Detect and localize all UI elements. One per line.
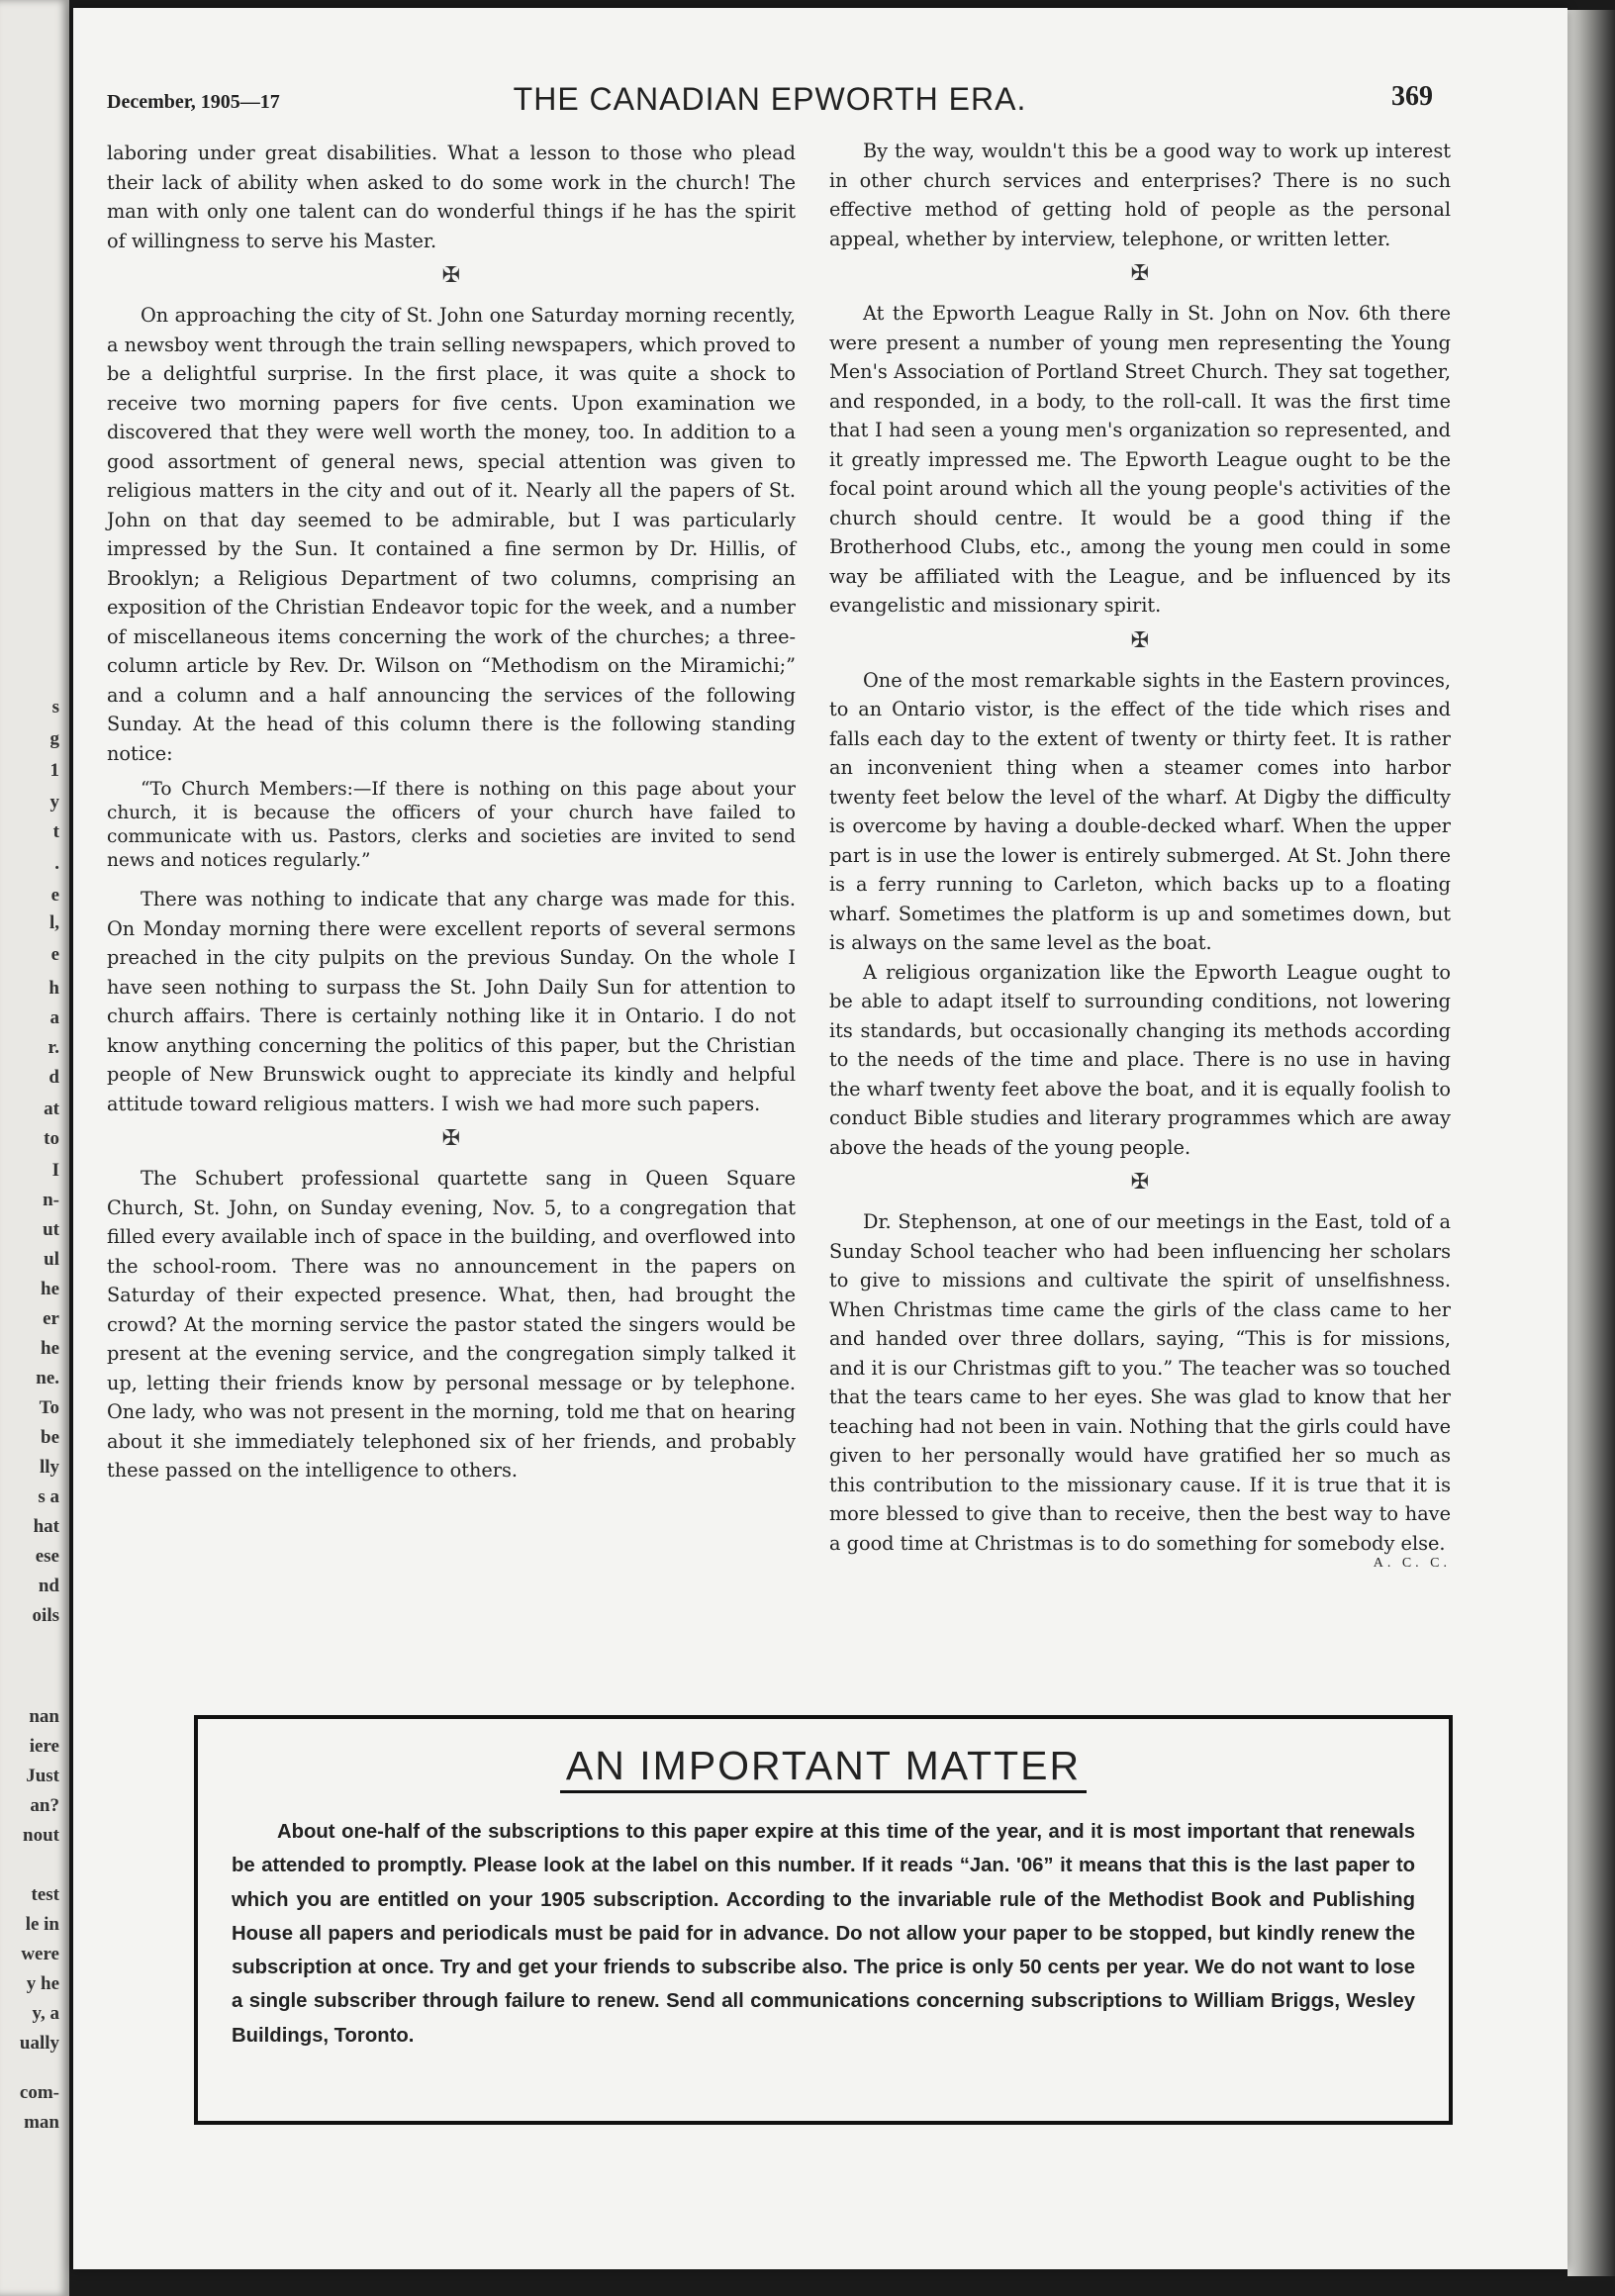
left-column bbox=[107, 139, 796, 1485]
strip-text-fragment: y he bbox=[26, 1973, 59, 1994]
article-paragraph: On approaching the city of St. John one Saturday morning recently, a newsboy went through the train selling newspapers, which proved to be a delightful surprise. In the first place, it was quite a shock to receive two morning papers for five cents. Upon examination we discovered that they were well worth the money, too. In addition to a good assortment of general news, special attention was given to religious matters in the city and out of it. Nearly all the papers of St. John on that day seemed to be admirable, but I was particularly impressed by the Sun. It contained a fine sermon by Dr. Hillis, of Brooklyn; a Religious Department of two columns, comprising an exposition of the Christian Endeavor topic for the week, and a number of miscellaneous items concerning the work of the churches; a three-column article by Rev. Dr. Wilson on “Methodism on the Miramichi;” and a column and a half announcing the services of the following Sunday. At the head of this column there is the following standing notice: bbox=[107, 304, 796, 765]
notice-title: AN IMPORTANT MATTER bbox=[232, 1743, 1415, 1789]
strip-text-fragment: e bbox=[50, 885, 59, 906]
strip-text-fragment: ul bbox=[44, 1249, 59, 1270]
article-paragraph: laboring under great disabilities. What a lesson to those who plead their lack of ability when asked to do some work in the church! The man with only one talent can do wonderful things if he has the spirit of willingness to serve his Master. bbox=[107, 142, 796, 252]
strip-text-fragment: nd bbox=[38, 1576, 59, 1596]
strip-text-fragment: hat bbox=[33, 1516, 59, 1537]
publication-title: THE CANADIAN EPWORTH ERA. bbox=[513, 81, 1027, 117]
strip-text-fragment: iere bbox=[29, 1736, 59, 1757]
strip-text-fragment: Just bbox=[26, 1766, 59, 1786]
strip-text-fragment: To bbox=[39, 1397, 59, 1418]
strip-text-fragment: ne. bbox=[36, 1368, 59, 1388]
strip-text-fragment: er bbox=[43, 1308, 59, 1329]
article-paragraph: At the Epworth League Rally in St. John on Nov. 6th there were present a number of young men representing the Young Men's Association of Portland Street Church. They sat together, and responded, in a body, to the roll-call. It was the first time that I had seen a young men's organization so represented, and it greatly impressed me. The Epworth League ought to be the focal point around which all the young people's activities of the church should centre. It would be a good thing if the Brotherhood Clubs, etc., among the young men could in some way be affiliated with the League, and be influenced by its evangelistic and missionary spirit. bbox=[829, 302, 1451, 617]
subscription-notice-box bbox=[194, 1715, 1453, 2125]
strip-text-fragment: ese bbox=[35, 1546, 59, 1567]
strip-text-fragment: l, bbox=[48, 912, 59, 933]
strip-text-fragment: to bbox=[44, 1128, 59, 1149]
strip-text-fragment: s a bbox=[38, 1486, 59, 1507]
author-initials: A. C. C. bbox=[1373, 1556, 1451, 1571]
strip-text-fragment: oils bbox=[32, 1605, 59, 1626]
article-paragraph: A religious organization like the Epworth League ought to be able to adapt itself to surrounding conditions, not lowering its standards, but occasionally changing its methods according to the needs of the time and place. There is no use in having the wharf twenty feet above the boat, and it is equally foolish to conduct Bible studies and literary programmes which are away above the heads of the young people. bbox=[829, 960, 1451, 1159]
strip-text-fragment: n- bbox=[43, 1190, 59, 1210]
strip-text-fragment: s bbox=[51, 697, 59, 718]
strip-text-fragment: d bbox=[48, 1067, 59, 1088]
strip-text-fragment: nout bbox=[23, 1825, 59, 1846]
strip-text-fragment: . bbox=[54, 853, 59, 874]
right-column bbox=[829, 137, 1451, 1574]
notice-body: About one-half of the subscriptions to this paper expire at this time of the year, and it is most important that renewals be attended to promptly. Please look at the label on this number. If it reads “Jan. '06” it means that this is the last paper to which you are entitled on your 1905 subscription. According to the invariable rule of the Methodist Book and Publishing House all papers and periodicals must be paid for in advance. Do not allow your paper to be stopped, but kindly renew the subscription at once. Try and get your friends to subscribe also. The price is only 50 cents per year. We do not want to lose a single subscriber through failure to renew. Send all communications concerning subscriptions to William Briggs, Wesley Buildings, Toronto. bbox=[232, 1821, 1415, 2047]
article-paragraph: By the way, wouldn't this be a good way to work up interest in other church services and enterprises? There is no such effective method of getting hold of people as the personal appeal, whether by interview, telephone, or written letter. bbox=[829, 140, 1451, 250]
strip-text-fragment: lly bbox=[39, 1457, 59, 1478]
article-paragraph: There was nothing to indicate that any charge was made for this. On Monday morning there were excellent reports of several sermons preached in the city pulpits on the previous Sunday. On the whole I have seen nothing to surpass the St. John Daily Sun for attention to church affairs. There is certainly nothing like it in Ontario. I do not know anything concerning the politics of this paper, but the Christian people of New Brunswick ought to appreciate its kindly and helpful attitude toward religious matters. I wish we had more such papers. bbox=[107, 888, 796, 1115]
strip-text-fragment: be bbox=[41, 1427, 59, 1448]
section-divider-cross-icon: ✠ bbox=[1130, 261, 1150, 286]
strip-text-fragment: y bbox=[49, 792, 59, 813]
strip-text-fragment: a bbox=[49, 1007, 59, 1028]
strip-text-fragment: g bbox=[49, 728, 59, 749]
strip-text-fragment: t bbox=[52, 821, 59, 842]
article-paragraph: One of the most remarkable sights in the Eastern provinces, to an Ontario vistor, is the effect of the tide which rises and falls each day to the extent of twenty or thirty feet. It is rather an inconvenient thing when a steamer comes into harbor twenty feet below the level of the wharf. At Digby the difficulty is overcome by having a double-decked wharf. When the upper part is in use the lower is entirely submerged. At St. John there is a ferry running to Carleton, which backs up to a floating wharf. Sometimes the platform is up and sometimes down, but is always on the same level as the boat. bbox=[829, 668, 1451, 954]
section-divider-cross-icon: ✠ bbox=[1130, 1170, 1150, 1195]
strip-text-fragment: 1 bbox=[49, 760, 59, 781]
strip-text-fragment: I bbox=[51, 1160, 59, 1181]
strip-text-fragment: he bbox=[41, 1338, 59, 1359]
page-number: 369 bbox=[1391, 81, 1433, 112]
standing-notice-quote: “To Church Members:—If there is nothing on this page about your church, it is because the officers of your church have failed to communicate with us. Pastors, clerks and societies are invited to send news and notices regularly.” bbox=[107, 779, 796, 871]
adjacent-page-strip bbox=[0, 0, 69, 2296]
strip-text-fragment: com- bbox=[19, 2082, 59, 2103]
section-divider-cross-icon: ✠ bbox=[441, 263, 461, 288]
page-header bbox=[107, 77, 1433, 127]
section-divider-cross-icon: ✠ bbox=[441, 1126, 461, 1151]
section-divider-cross-icon: ✠ bbox=[1130, 627, 1150, 653]
strip-text-fragment: were bbox=[21, 1944, 59, 1964]
strip-text-fragment: man bbox=[24, 2112, 59, 2133]
strip-text-fragment: y, a bbox=[32, 2003, 59, 2024]
book-spine-edge bbox=[1568, 10, 1615, 2276]
strip-text-fragment: le in bbox=[25, 1914, 59, 1935]
strip-text-fragment: e bbox=[50, 944, 59, 965]
strip-text-fragment: nan bbox=[29, 1706, 59, 1727]
article-paragraph: The Schubert professional quartette sang in Queen Square Church, St. John, on Sunday evening, Nov. 5, to a congregation that filled every available inch of space in the building, and overflowed into the school-room. There was no announcement in the papers on Saturday of their expected presence. What, then, had brought the crowd? At the morning service the pastor stated the singers would be present at the evening service, and the congregation simply talked it up, letting their friends know by personal message or by telephone. One lady, who was not present in the morning, told me that on hearing about it she immediately telephoned six of her friends, and probably these passed on the intelligence to others. bbox=[107, 1167, 796, 1482]
article-paragraph: Dr. Stephenson, at one of our meetings in the East, told of a Sunday School teacher who had been influencing her scholars to give to missions and cultivate the spirit of unselfishness. When Christmas time came the girls of the class came to her and handed over three dollars, saying, “This is for missions, and it is our Christmas gift to you.” The teacher was so touched that the tears came to her eyes. She was glad to know that her teaching had not been in vain. Nothing that the girls could have given to her personally would have gratified her so much as this contribution to the missionary cause. If it is true that it is more blessed to give than to receive, then the best way to have a good time at Christmas is to do something for somebody else. bbox=[829, 1210, 1451, 1555]
strip-text-fragment: h bbox=[48, 978, 59, 999]
strip-text-fragment: r. bbox=[48, 1037, 59, 1058]
strip-text-fragment: at bbox=[44, 1099, 59, 1119]
issue-date: December, 1905—17 bbox=[107, 91, 280, 113]
strip-text-fragment: he bbox=[41, 1279, 59, 1299]
strip-text-fragment: an? bbox=[30, 1795, 59, 1816]
strip-text-fragment: ut bbox=[43, 1219, 59, 1240]
strip-text-fragment: ually bbox=[19, 2033, 59, 2054]
strip-text-fragment: test bbox=[31, 1884, 59, 1905]
